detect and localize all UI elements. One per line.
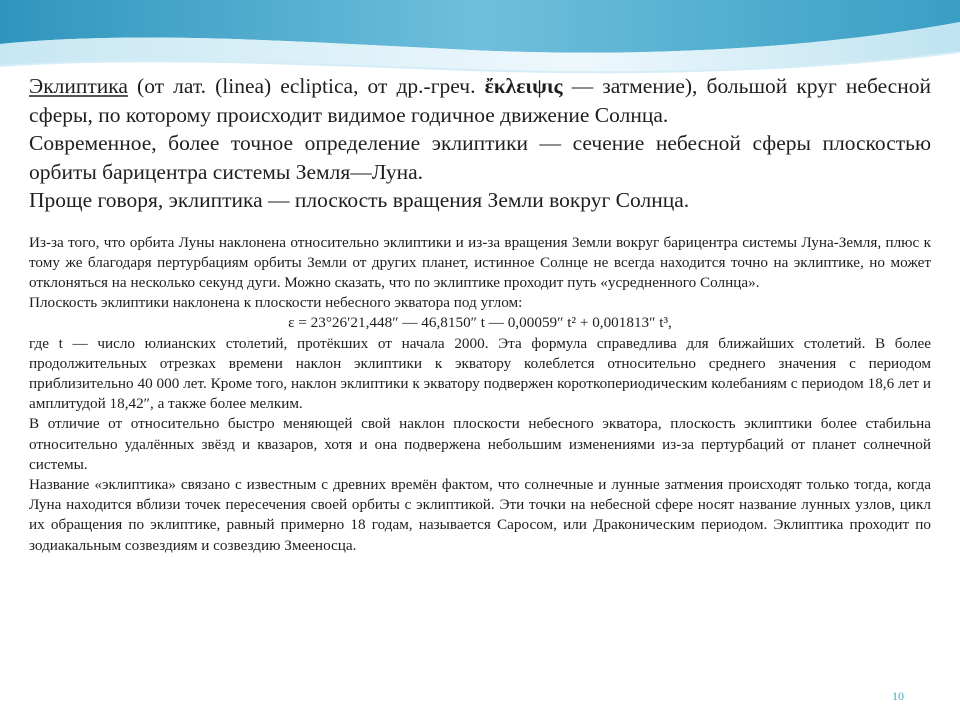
detail-paragraph-3: где t — число юлианских столетий, протёкших от начала 2000. Эта формула справедлива для ближайших столетий. В более продолжительных отрезках времени наклон эклиптики к экватору колеблется относительно среднего значения с периодом приблизительно 40 000 лет. Кроме того, наклон эклиптики к экватору подвержен короткопериодическим колебаниям с периодом 18,6 лет и амплитудой 18,42″, а также более мелким. — [29, 334, 931, 413]
definition-text-b: — затмение), большой круг небесной сферы, по которому происходит видимое годичное движение Солнца. — [29, 74, 931, 127]
definition-paragraph — [29, 72, 931, 129]
detail-paragraph-4: В отличие от относительно быстро меняющей свой наклон плоскости небесного экватора, плоскость эклиптики более стабильна относительно удалённых звёзд и квазаров, хотя и она подвержена небольшим изменениями из-за пертурбаций от планет солнечной системы. — [29, 415, 931, 473]
detail-paragraph-2: Плоскость эклиптики наклонена к плоскости небесного экватора под углом: — [29, 294, 523, 312]
definition-text-a: (от лат. (linea) ecliptica, от др.-греч. — [127, 74, 485, 98]
slide-number: 10 — [892, 689, 904, 703]
simple-definition: Проще говоря, эклиптика — плоскость вращения Земли вокруг Солнца. — [29, 188, 690, 212]
detail-paragraph-5: Название «эклиптика» связано с известным с древних времён фактом, что солнечные и лунные затмения происходят только тогда, когда Луна находится вблизи точек пересечения своей орбиты с эклиптикой. Эти точки на небесной сфере носят название лунных узлов, цикл их обращения по эклиптике, равный примерно 18 годам, называется Саросом, или Драконическим периодом. Эклиптика проходит по зодиакальным созвездиям и созвездию Змееносца. — [29, 475, 931, 554]
obliquity-formula: ε = 23°26′21,448″ — 46,8150″ t — 0,00059″ t² + 0,001813″ t³, — [288, 314, 672, 332]
modern-definition: Современное, более точное определение эклиптики — сечение небесной сферы плоскостью орбиты барицентра системы Земля—Луна. — [29, 131, 931, 184]
detail-paragraph-1: Из-за того, что орбита Луны наклонена относительно эклиптики и из-за вращения Земли вокруг барицентра системы Луна-Земля, плюс к тому же благодаря пертурбациям орбиты Земли от других планет, истинное Солнце не всегда находится точно на эклиптике, но может отклоняться на несколько секунд дуги. Можно сказать, что по эклиптике проходит путь «усредненного Солнца». — [29, 233, 931, 291]
content-area — [29, 72, 931, 556]
term-ecliptic: Эклиптика — [29, 74, 128, 98]
greek-word: ἔκλειψις — [484, 74, 563, 98]
